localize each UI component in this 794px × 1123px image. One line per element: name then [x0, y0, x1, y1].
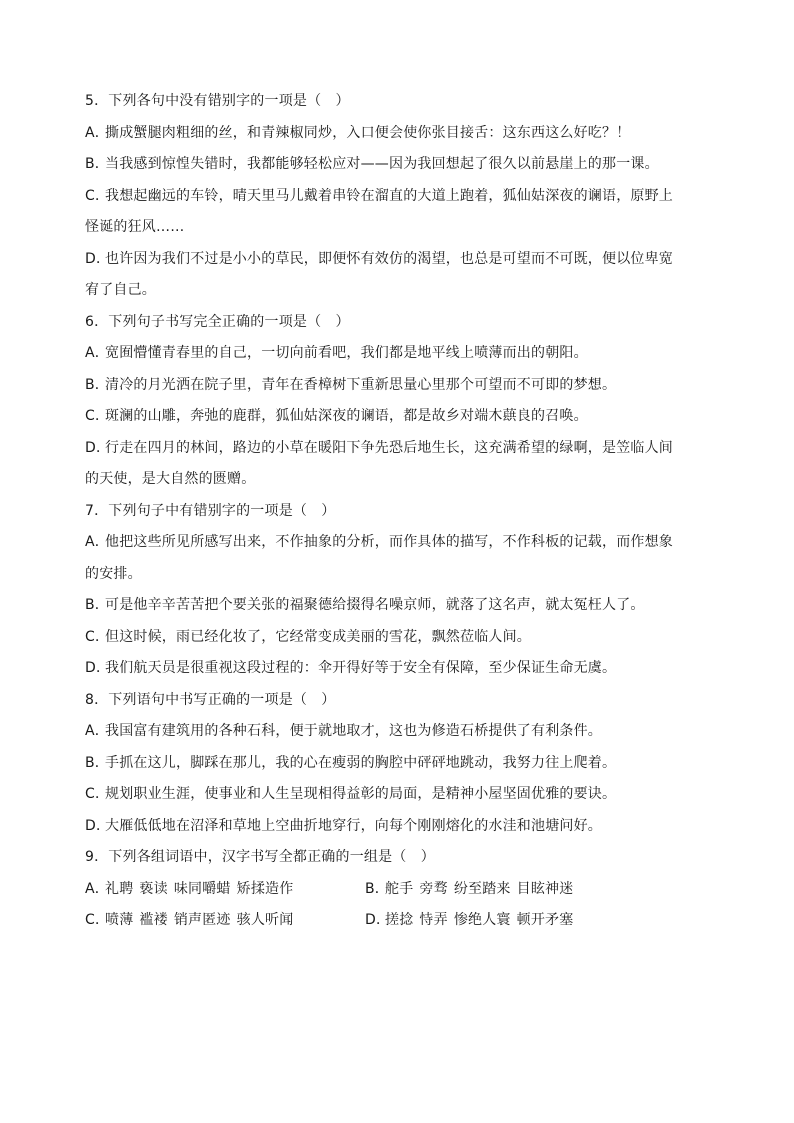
option-label: A． — [85, 880, 109, 897]
option-label: C． — [85, 912, 110, 928]
option-line — [85, 464, 715, 496]
option-label: D． — [85, 660, 111, 676]
option-text: 他把这些所见所感写出来，不作抽象的分析，而作具体的描写，不作科板的记载，而作想象 — [105, 534, 673, 550]
option-line — [85, 779, 715, 811]
word-item: 恃弄 — [419, 912, 448, 928]
word-option — [85, 905, 365, 937]
option-text: 我想起幽远的车铃，晴天里马儿戴着串铃在溜直的大道上跑着，狐仙姑深夜的谰语，原野上 — [105, 187, 673, 204]
option-line — [85, 590, 715, 622]
question-stem: 9．下列各组词语中，汉字书写全都正确的一组是（ ） — [85, 849, 435, 865]
option-text: 宥了自己。 — [85, 282, 156, 298]
option-text: 可是他辛辛苦苦把个要关张的福聚德给掇得名噪京师，就落了这名声，就太冤枉人了。 — [105, 597, 645, 613]
option-text: 手抓在这儿，脚踩在那儿，我的心在瘦弱的胸腔中砰砰地跳动，我努力往上爬着。 — [105, 754, 617, 771]
option-label: C． — [85, 408, 110, 424]
word-item: 味同嚼蜡 — [173, 880, 231, 897]
option-label: C． — [85, 187, 110, 204]
question-stem: 7．下列句子中有错别字的一项是（ ） — [85, 502, 336, 519]
option-label: A． — [85, 534, 109, 550]
option-line — [85, 181, 715, 213]
option-text: 清冷的月光洒在院子里，青年在香樟树下重新思量心里那个可望而不可即的梦想。 — [105, 376, 617, 393]
option-label: A． — [85, 345, 109, 361]
option-label: A． — [85, 124, 109, 141]
option-text: 但这时候，雨已经化妆了，它经常变成美丽的雪花，飘然莅临人间。 — [105, 628, 531, 645]
option-line — [85, 527, 715, 559]
option-line — [85, 118, 715, 150]
option-line — [85, 622, 715, 654]
option-label: D． — [85, 439, 111, 456]
option-label: C． — [85, 628, 110, 645]
option-label: B． — [85, 754, 110, 771]
option-text: 宽囿懵懂青春里的自己，一切向前看吧，我们都是地平线上喷薄而出的朝阳。 — [105, 345, 588, 361]
option-text: 撕成蟹腿肉粗细的丝，和青辣椒同炒，入口便会使你张目接舌：这东西这么好吃？！ — [105, 124, 631, 141]
option-text: 斑澜的山雕，奔弛的鹿群，狐仙姑深夜的谰语，都是故乡对端木蕻良的召唤。 — [105, 408, 588, 424]
option-line — [85, 401, 715, 433]
option-line — [85, 811, 715, 843]
option-line — [85, 748, 715, 780]
option-line — [85, 275, 715, 307]
option-text: 当我感到惊惶失错时，我都能够轻松应对——因为我回想起了很久以前悬崖上的那一课。 — [105, 156, 659, 172]
option-line — [85, 212, 715, 244]
option-text: 怪诞的狂风…… — [85, 219, 185, 235]
option-line — [85, 244, 715, 276]
option-label: C． — [85, 786, 110, 802]
option-line — [85, 149, 715, 181]
word-item: 纷至踏来 — [453, 880, 511, 897]
option-label: D． — [85, 250, 111, 267]
word-item: 目眩神迷 — [516, 880, 574, 897]
option-label: B． — [85, 597, 110, 613]
option-label: D． — [85, 817, 111, 834]
word-item: 喷薄 — [105, 912, 134, 928]
option-pair-row — [85, 905, 715, 937]
word-item: 亵读 — [139, 880, 168, 897]
word-item: 旁骛 — [419, 880, 448, 897]
word-item: 顿开矛塞 — [516, 912, 574, 928]
word-option — [365, 874, 645, 906]
option-text: 我们航天员是很重视这段过程的：伞开得好等于安全有保障，至少保证生命无虞。 — [105, 660, 617, 676]
option-line — [85, 653, 715, 685]
option-label: B． — [365, 880, 390, 897]
option-line — [85, 338, 715, 370]
word-item: 惨绝人寰 — [453, 912, 511, 928]
option-pair-row — [85, 874, 715, 906]
option-label: B． — [85, 156, 110, 172]
option-line — [85, 559, 715, 591]
option-label: B． — [85, 376, 110, 393]
option-text: 也许因为我们不过是小小的草民，即便怀有效仿的渴望，也总是可望而不可既，便以位卑宽 — [105, 250, 673, 267]
option-line — [85, 716, 715, 748]
word-item: 矫揉造作 — [236, 880, 294, 897]
option-text: 行走在四月的林间，路边的小草在暖阳下争先恐后地生长，这充满希望的绿啊，是笠临人间 — [105, 439, 673, 456]
word-item: 礼聘 — [105, 880, 134, 897]
option-text: 规划职业生涯，使事业和人生呈现相得益彰的局面，是精神小屋坚固优雅的要诀。 — [105, 786, 617, 802]
word-item: 舵手 — [385, 880, 414, 897]
option-line — [85, 433, 715, 465]
option-text: 的安排。 — [85, 565, 142, 582]
word-option — [85, 874, 365, 906]
option-label: A． — [85, 723, 109, 739]
question-stem: 5．下列各句中没有错别字的一项是（ ） — [85, 93, 350, 109]
question-list — [85, 86, 715, 937]
word-item: 骇人听闻 — [236, 912, 294, 928]
word-item: 褴褛 — [139, 912, 168, 928]
option-text: 我国富有建筑用的各种石科，便于就地取才，这也为修造石桥提供了有利条件。 — [105, 723, 602, 739]
option-text: 大雁低低地在沼泽和草地上空曲折地穿行，向每个刚刚熔化的水洼和池塘问好。 — [105, 817, 602, 834]
word-option — [365, 905, 645, 937]
option-label: D． — [365, 912, 391, 928]
word-item: 销声匿迹 — [173, 912, 231, 928]
question-stem: 8．下列语句中书写正确的一项是（ ） — [85, 691, 336, 708]
question-stem: 6．下列句子书写完全正确的一项是（ ） — [85, 313, 350, 330]
option-line — [85, 370, 715, 402]
option-text: 的天使，是大自然的匮赠。 — [85, 471, 256, 487]
word-item: 搓捻 — [385, 912, 414, 928]
